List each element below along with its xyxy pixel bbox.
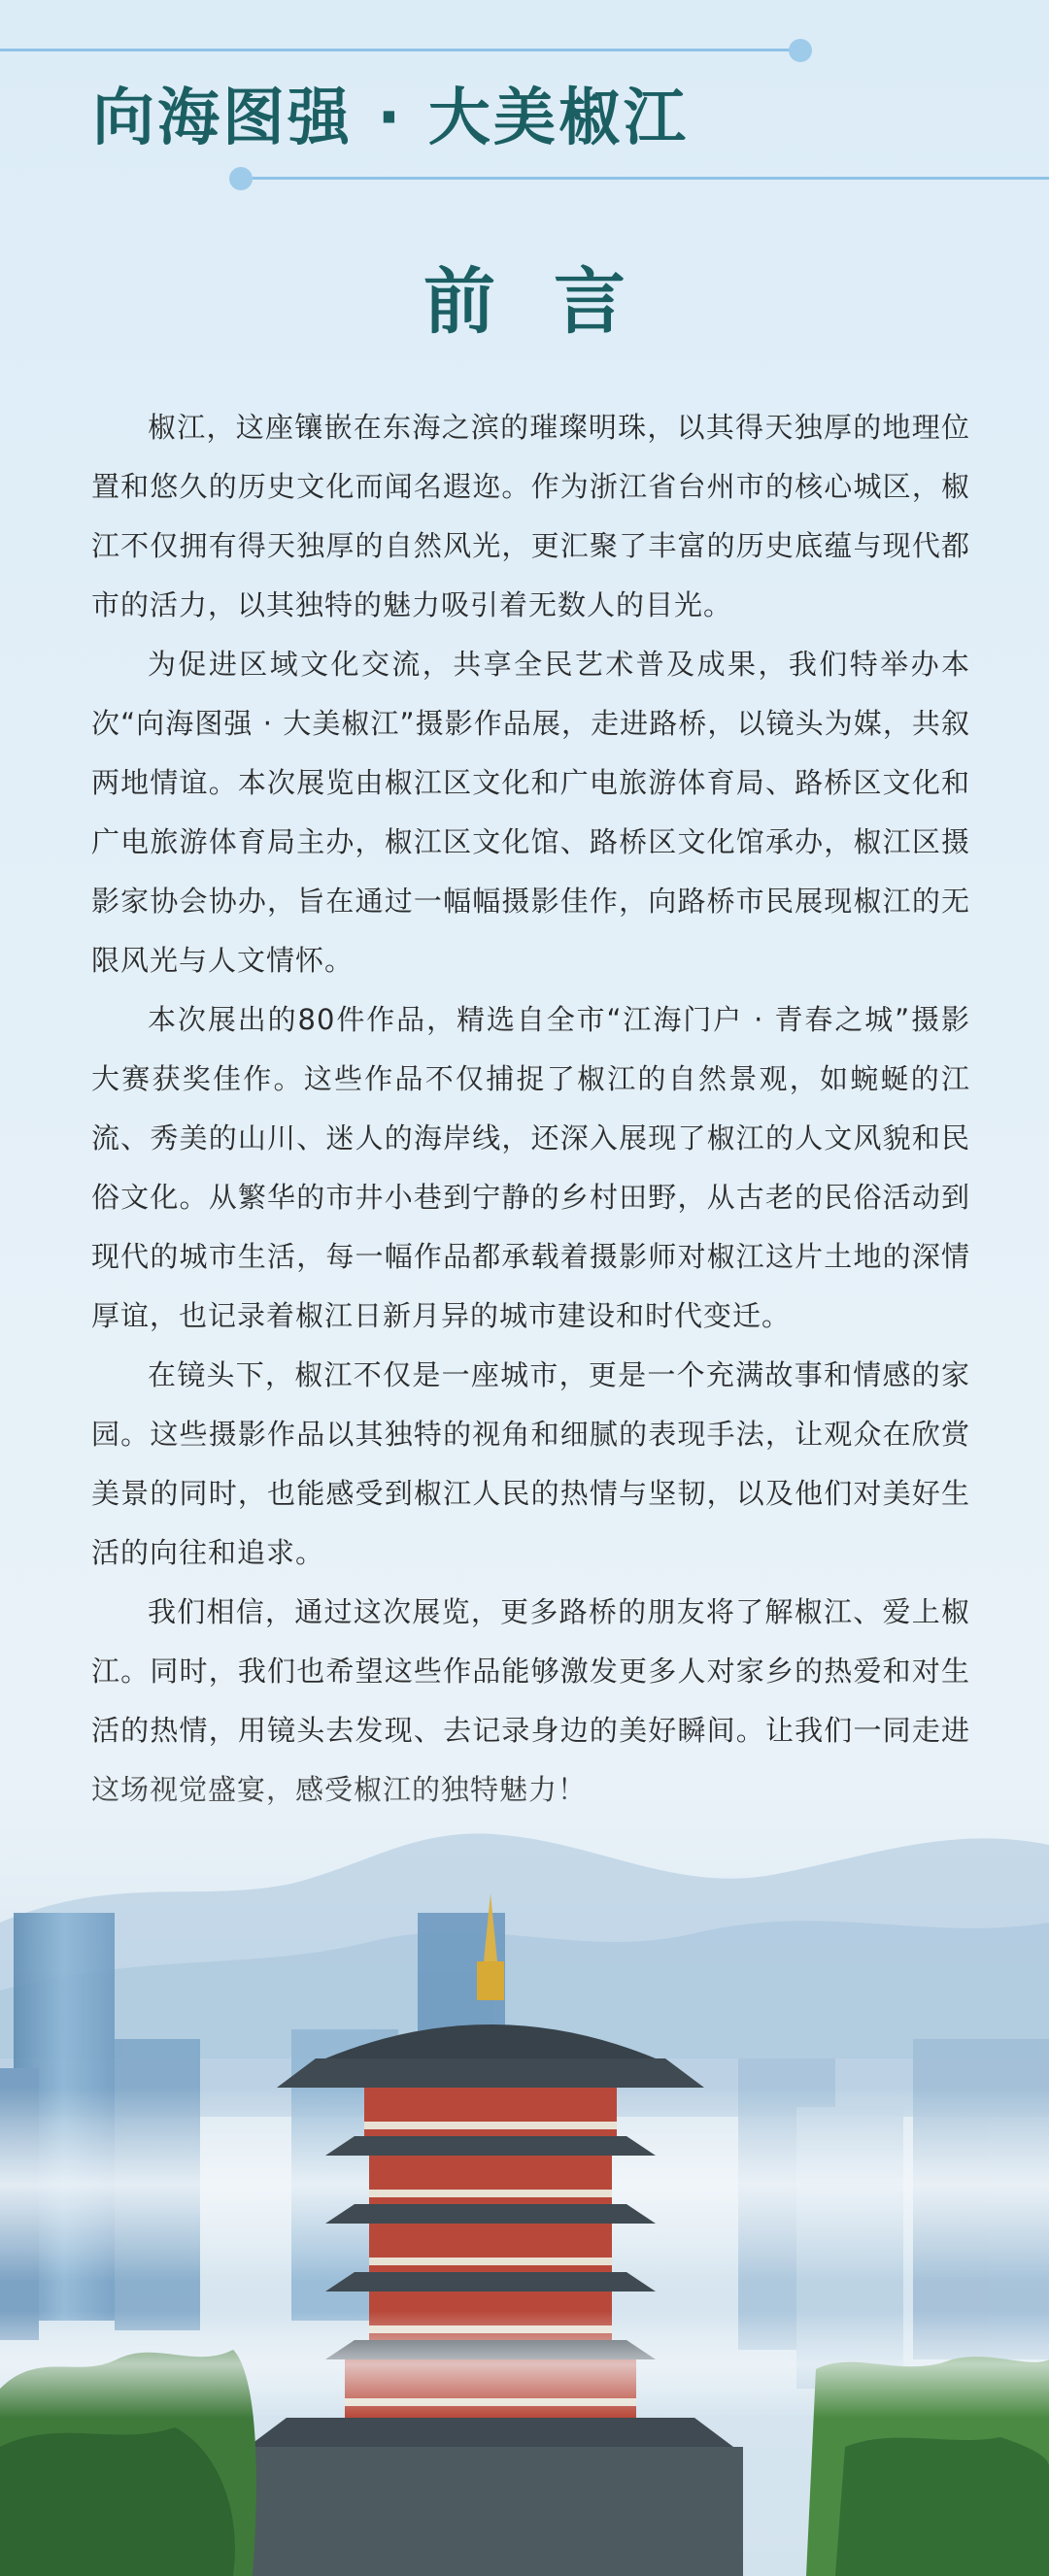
preface-paragraph-2: 为促进区域文化交流，共享全民艺术普及成果，我们特举办本次“向海图强 · 大美椒江”摄影作品展，走进路桥，以镜头为媒，共叙两地情谊。本次展览由椒江区文化和广电旅游体育局、路桥区文化和广电旅游体育局主办，椒江区文化馆、路桥区文化馆承办，椒江区摄影家协会协办，旨在通过一幅幅摄影佳作，向路桥市民展现椒江的无限风光与人文情怀。	[91, 648, 970, 977]
pagoda-skyline-illustration	[0, 1767, 1049, 2576]
preface-paragraph-1: 椒江，这座镶嵌在东海之滨的璀璨明珠，以其得天独厚的地理位置和悠久的历史文化而闻名遐迩。作为浙江省台州市的核心城区，椒江不仅拥有得天独厚的自然风光，更汇聚了丰富的历史底蕴与现代都市的活力，以其独特的魅力吸引着无数人的目光。	[91, 411, 970, 621]
bottom-divider-line	[243, 177, 1049, 180]
top-divider-line	[0, 49, 796, 51]
preface-heading: 前言	[423, 260, 684, 344]
preface-paragraph-5: 我们相信，通过这次展览，更多路桥的朋友将了解椒江、爱上椒江。同时，我们也希望这些作品能够激发更多人对家乡的热爱和对生活的热情，用镜头去发现、去记录身边的美好瞬间。让我们一同走进	[91, 1595, 970, 1747]
preface-body	[91, 398, 970, 1820]
bottom-divider-dot	[229, 167, 253, 190]
preface-paragraph-4: 在镜头下，椒江不仅是一座城市，更是一个充满故事和情感的家园。这些摄影作品以其独特的视角和细腻的表现手法，让观众在欣赏美景的同时，也能感受到椒江人民的热情与坚韧，以及他们对美好生活的向往和追求。	[91, 1358, 970, 1569]
top-divider-dot	[789, 39, 812, 62]
preface-paragraph-3: 本次展出的80件作品，精选自全市“江海门户 · 青春之城”摄影大赛获奖佳作。这些作品不仅捕捉了椒江的自然景观，如蜿蜒的江流、秀美的山川、迷人的海岸线，还深入展现了椒江的人文风貌和民俗文化。从繁华的市井小巷到宁静的乡村田野，从古老的民俗活动到现代的城市生活，每一幅作品都承载着摄影师对椒江这片土地的深情厚谊，也记录着椒江日新月异的城市建设和时代变迁。	[91, 1003, 970, 1332]
exhibition-title: 向海图强 · 大美椒江	[92, 83, 689, 154]
